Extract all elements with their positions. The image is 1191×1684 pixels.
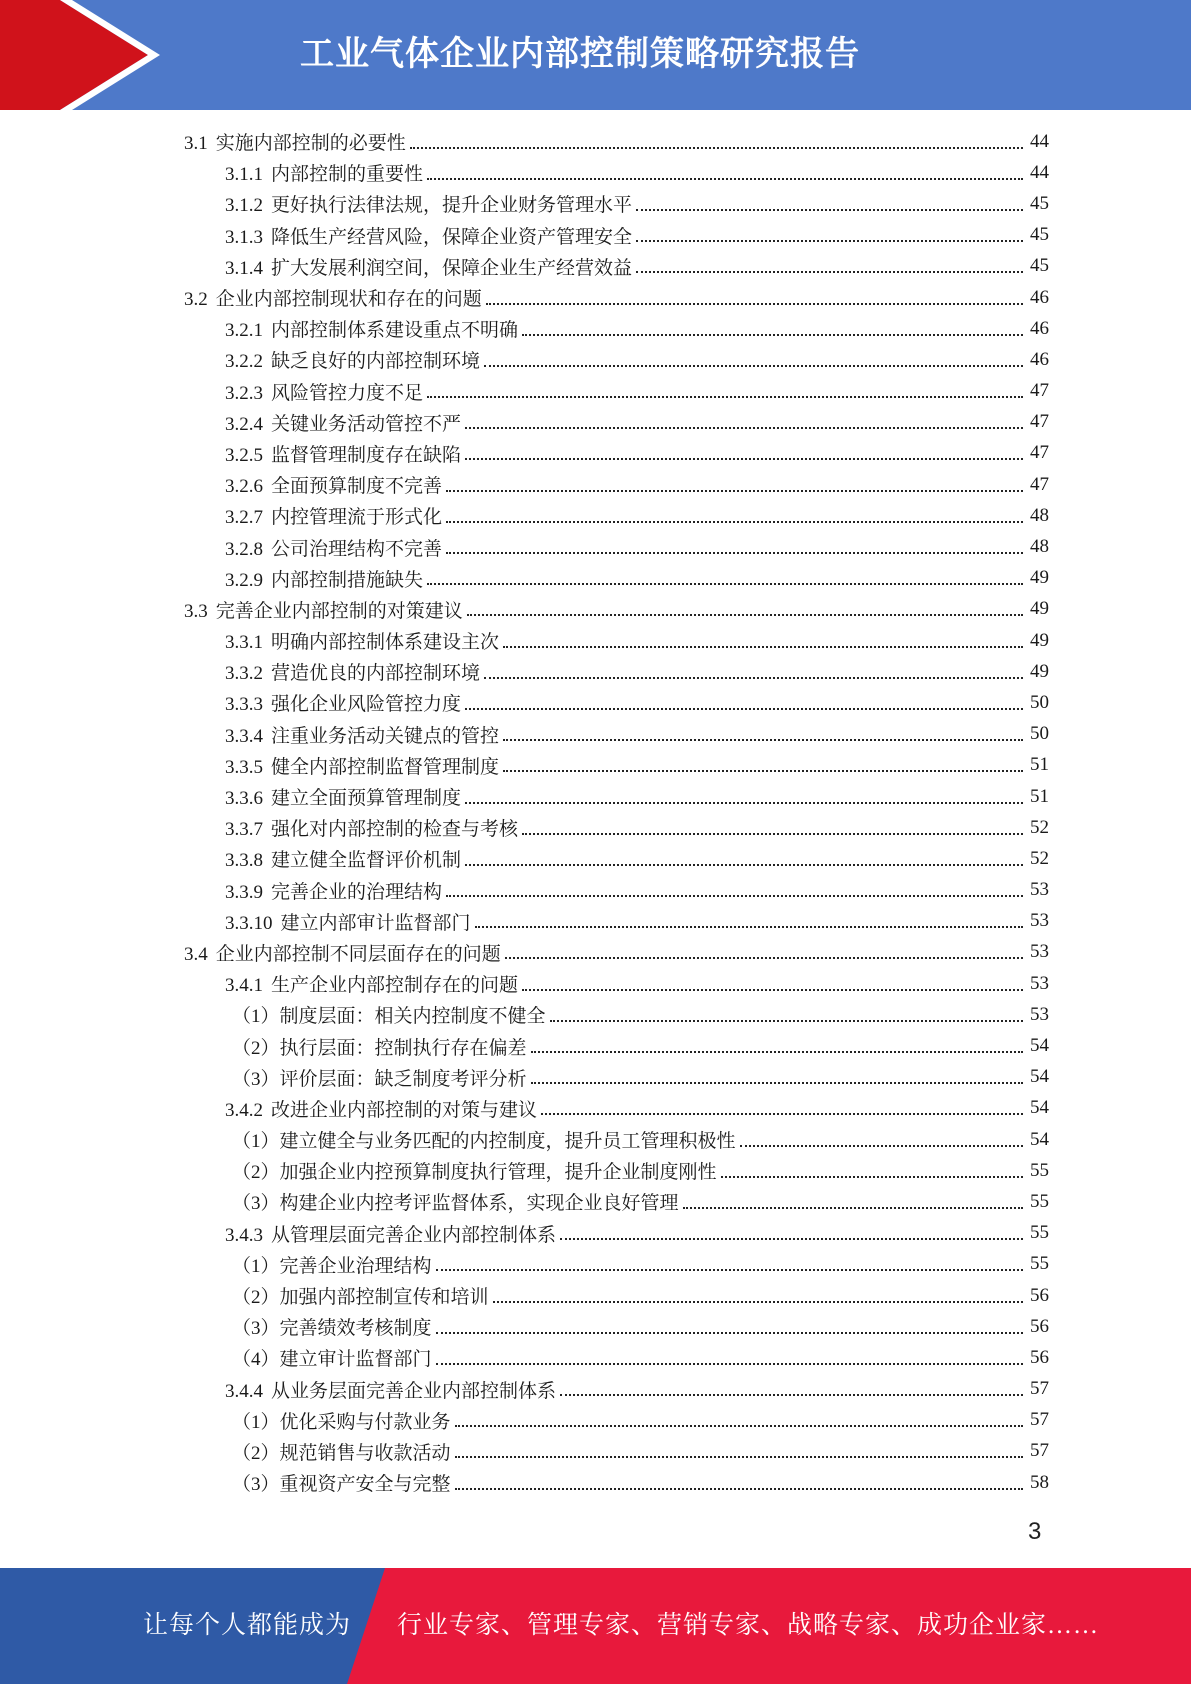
header-arrow-decoration	[0, 0, 160, 110]
toc-entry-title: 企业内部控制现状和存在的问题	[215, 289, 482, 311]
toc-entry-number: （3）	[232, 1068, 280, 1090]
toc-entry-page: 47	[1030, 380, 1049, 402]
toc-dot-leader	[683, 1207, 1023, 1209]
toc-entry-number: 3.2.4	[225, 413, 263, 435]
toc-entry-number: 3.4.4	[225, 1380, 263, 1402]
toc-entry-heading	[225, 721, 499, 748]
toc-entry-number: 3.1.3	[225, 226, 263, 248]
toc-entry[interactable]	[0, 1218, 1191, 1249]
toc-entry[interactable]	[0, 220, 1191, 251]
toc-entry-heading	[225, 814, 518, 841]
toc-entry-page: 54	[1030, 1035, 1049, 1057]
toc-entry-number: 3.3.3	[225, 694, 263, 716]
page-number: 3	[1028, 1518, 1042, 1545]
toc-entry-title: 加强内部控制宣传和培训	[279, 1287, 489, 1309]
toc-dot-leader	[410, 147, 1023, 149]
toc-entry-heading	[225, 409, 461, 436]
toc-entry-number: 3.1.2	[225, 195, 263, 217]
toc-entry-heading	[225, 689, 461, 716]
toc-entry-number: （2）	[232, 1037, 280, 1059]
toc-entry[interactable]	[0, 313, 1191, 344]
toc-entry-page: 54	[1030, 1128, 1049, 1150]
toc-entry[interactable]	[0, 968, 1191, 999]
toc-entry-page: 52	[1030, 816, 1049, 838]
toc-entry-page: 53	[1030, 941, 1049, 963]
toc-entry-heading	[225, 222, 632, 249]
toc-dot-leader	[475, 926, 1023, 928]
toc-entry-heading	[232, 1469, 451, 1496]
toc-dot-leader	[427, 396, 1023, 398]
toc-entry-number: （1）	[232, 1006, 280, 1028]
toc-entry[interactable]	[0, 1467, 1191, 1498]
toc-dot-leader	[560, 1394, 1023, 1396]
toc-dot-leader	[721, 1176, 1023, 1178]
toc-entry[interactable]	[0, 126, 1191, 157]
toc-entry-title: 评价层面：缺乏制度考评分析	[279, 1068, 527, 1090]
toc-entry-title: 健全内部控制监督管理制度	[271, 756, 500, 778]
toc-entry-number: （2）	[232, 1442, 280, 1464]
toc-entry[interactable]	[0, 500, 1191, 531]
toc-entry-heading	[225, 752, 499, 779]
toc-entry-page: 47	[1030, 473, 1049, 495]
toc-entry-number: 3.3.10	[225, 912, 273, 934]
toc-entry-title: 扩大发展利润空间，保障企业生产经营效益	[271, 257, 633, 279]
toc-entry-heading	[225, 908, 471, 935]
toc-dot-leader	[505, 957, 1023, 959]
toc-dot-leader	[436, 1269, 1023, 1271]
toc-entry-title: 构建企业内控考评监督体系，实现企业良好管理	[279, 1193, 679, 1215]
footer-slogan-left: 让每个人都能成为	[143, 1612, 352, 1639]
footer-slogan-right: 行业专家、管理专家、营销专家、战略专家、成功企业家……	[397, 1612, 1100, 1639]
toc-entry[interactable]	[0, 1186, 1191, 1217]
toc-entry-page: 51	[1030, 754, 1049, 776]
toc-entry-heading	[232, 1313, 432, 1340]
toc-dot-leader	[455, 1488, 1023, 1490]
toc-entry-heading	[225, 1220, 556, 1247]
toc-dot-leader	[484, 365, 1023, 367]
toc-entry[interactable]	[0, 407, 1191, 438]
toc-entry-heading	[225, 315, 518, 342]
toc-entry-page: 55	[1030, 1159, 1049, 1181]
toc-entry[interactable]	[0, 594, 1191, 625]
toc-entry-page: 57	[1030, 1378, 1049, 1400]
toc-entry[interactable]	[0, 531, 1191, 562]
toc-entry-heading	[232, 1126, 736, 1153]
toc-entry-heading	[232, 1407, 451, 1434]
toc-entry[interactable]	[0, 282, 1191, 313]
toc-entry-number: 3.3.5	[225, 756, 263, 778]
toc-entry[interactable]	[0, 1093, 1191, 1124]
toc-dot-leader	[465, 427, 1023, 429]
toc-entry-page: 54	[1030, 1097, 1049, 1119]
toc-entry-number: 3.3	[184, 600, 208, 622]
toc-dot-leader	[446, 490, 1023, 492]
toc-entry-heading	[184, 939, 501, 966]
toc-entry-number: 3.3.7	[225, 819, 263, 841]
toc-entry-number: （3）	[232, 1474, 280, 1496]
toc-dot-leader	[493, 1301, 1023, 1303]
toc-entry-heading	[232, 1001, 546, 1028]
toc-dot-leader	[541, 1113, 1023, 1115]
toc-entry-title: 注重业务活动关键点的管控	[271, 725, 500, 747]
toc-entry-heading	[225, 877, 442, 904]
toc-dot-leader	[522, 833, 1023, 835]
toc-entry-title: 建立全面预算管理制度	[271, 788, 462, 810]
toc-entry-page: 57	[1030, 1440, 1049, 1462]
toc-dot-leader	[465, 708, 1023, 710]
toc-entry-title: 制度层面：相关内控制度不健全	[279, 1006, 546, 1028]
toc-entry-title: 强化对内部控制的检查与考核	[271, 819, 519, 841]
toc-entry-heading	[232, 1438, 451, 1465]
toc-entry-heading	[232, 1188, 679, 1215]
toc-entry[interactable]	[0, 1249, 1191, 1280]
toc-entry-heading	[232, 1157, 717, 1184]
toc-entry-title: 全面预算制度不完善	[271, 476, 443, 498]
toc-entry[interactable]	[0, 750, 1191, 781]
toc-entry-heading	[225, 627, 499, 654]
toc-entry[interactable]	[0, 1436, 1191, 1467]
toc-entry-heading	[225, 783, 461, 810]
toc-dot-leader	[636, 271, 1023, 273]
table-of-contents	[0, 126, 1191, 1498]
toc-dot-leader	[465, 802, 1023, 804]
toc-entry[interactable]	[0, 656, 1191, 687]
toc-entry-heading	[232, 1344, 432, 1371]
toc-entry-number: （1）	[232, 1255, 280, 1277]
toc-entry-page: 51	[1030, 785, 1049, 807]
toc-entry-page: 45	[1030, 255, 1049, 277]
toc-entry-heading	[225, 378, 423, 405]
toc-entry-page: 53	[1030, 879, 1049, 901]
toc-entry-page: 50	[1030, 723, 1049, 745]
toc-entry-title: 强化企业风险管控力度	[271, 694, 462, 716]
toc-dot-leader	[484, 677, 1023, 679]
toc-entry-page: 50	[1030, 691, 1049, 713]
toc-entry-number: 3.3.4	[225, 725, 263, 747]
toc-entry-title: 规范销售与收款活动	[279, 1442, 451, 1464]
toc-entry-title: 企业内部控制不同层面存在的问题	[215, 943, 501, 965]
toc-entry-number: （3）	[232, 1318, 280, 1340]
toc-entry-number: 3.2.8	[225, 538, 263, 560]
toc-entry-heading	[225, 565, 423, 592]
toc-entry-page: 52	[1030, 847, 1049, 869]
toc-entry-heading	[225, 253, 632, 280]
toc-entry-number: 3.4.1	[225, 975, 263, 997]
toc-entry-title: 公司治理结构不完善	[271, 538, 443, 560]
toc-entry-number: 3.3.2	[225, 663, 263, 685]
toc-entry-heading	[184, 128, 406, 155]
toc-entry-title: 建立审计监督部门	[279, 1349, 432, 1371]
toc-dot-leader	[455, 1456, 1023, 1458]
toc-entry-page: 53	[1030, 972, 1049, 994]
toc-entry[interactable]	[0, 1124, 1191, 1155]
toc-dot-leader	[531, 1082, 1023, 1084]
toc-entry[interactable]	[0, 344, 1191, 375]
toc-entry-page: 46	[1030, 348, 1049, 370]
toc-entry-number: （2）	[232, 1287, 280, 1309]
toc-entry[interactable]	[0, 157, 1191, 188]
toc-entry-page: 55	[1030, 1253, 1049, 1275]
toc-entry-title: 监督管理制度存在缺陷	[271, 444, 462, 466]
document-title: 工业气体企业内部控制策略研究报告	[300, 34, 860, 74]
toc-entry-heading	[184, 284, 482, 311]
toc-entry-number: （2）	[232, 1162, 280, 1184]
toc-entry-page: 53	[1030, 910, 1049, 932]
toc-entry-title: 建立健全监督评价机制	[271, 850, 462, 872]
toc-entry-page: 46	[1030, 317, 1049, 339]
toc-entry-number: （3）	[232, 1193, 280, 1215]
toc-dot-leader	[455, 1425, 1023, 1427]
toc-entry[interactable]	[0, 438, 1191, 469]
toc-dot-leader	[560, 1238, 1023, 1240]
toc-entry-heading	[225, 190, 632, 217]
toc-entry-number: 3.2.2	[225, 351, 263, 373]
toc-dot-leader	[503, 770, 1023, 772]
toc-entry-number: 3.2.7	[225, 507, 263, 529]
toc-entry[interactable]	[0, 937, 1191, 968]
toc-entry-page: 44	[1030, 130, 1049, 152]
toc-entry-number: 3.4.2	[225, 1099, 263, 1121]
toc-entry-title: 关键业务活动管控不严	[271, 413, 462, 435]
toc-dot-leader	[503, 739, 1023, 741]
toc-dot-leader	[465, 458, 1023, 460]
toc-entry-number: 3.4.3	[225, 1224, 263, 1246]
toc-entry-heading	[225, 159, 423, 186]
toc-entry-title: 执行层面：控制执行存在偏差	[279, 1037, 527, 1059]
toc-entry[interactable]	[0, 812, 1191, 843]
toc-entry-number: 3.3.9	[225, 881, 263, 903]
toc-entry[interactable]	[0, 875, 1191, 906]
toc-entry-number: 3.3.1	[225, 632, 263, 654]
toc-entry[interactable]	[0, 687, 1191, 718]
toc-entry-title: 完善企业内部控制的对策建议	[215, 600, 463, 622]
toc-entry-number: 3.2.9	[225, 569, 263, 591]
toc-entry[interactable]	[0, 1311, 1191, 1342]
toc-dot-leader	[446, 552, 1023, 554]
toc-entry-title: 内控管理流于形式化	[271, 507, 443, 529]
toc-entry-title: 从业务层面完善企业内部控制体系	[271, 1380, 557, 1402]
toc-entry-number: 3.4	[184, 943, 208, 965]
toc-entry-title: 更好执行法律法规，提升企业财务管理水平	[271, 195, 633, 217]
toc-entry[interactable]	[0, 1280, 1191, 1311]
toc-entry-page: 53	[1030, 1003, 1049, 1025]
toc-entry-number: 3.2.3	[225, 382, 263, 404]
toc-entry-heading	[225, 845, 461, 872]
toc-entry-page: 56	[1030, 1346, 1049, 1368]
toc-entry-number: 3.3.6	[225, 788, 263, 810]
toc-dot-leader	[550, 1020, 1023, 1022]
toc-entry-page: 44	[1030, 161, 1049, 183]
toc-entry-heading	[232, 1033, 527, 1060]
toc-entry-title: 完善企业治理结构	[279, 1255, 432, 1277]
toc-dot-leader	[740, 1145, 1023, 1147]
toc-entry-page: 49	[1030, 598, 1049, 620]
toc-entry-page: 45	[1030, 224, 1049, 246]
toc-dot-leader	[446, 521, 1023, 523]
toc-entry-title: 优化采购与付款业务	[279, 1411, 451, 1433]
toc-entry-page: 57	[1030, 1409, 1049, 1431]
toc-entry-title: 实施内部控制的必要性	[215, 133, 406, 155]
toc-dot-leader	[486, 303, 1023, 305]
toc-dot-leader	[436, 1363, 1023, 1365]
toc-entry-page: 49	[1030, 567, 1049, 589]
toc-entry[interactable]	[0, 1030, 1191, 1061]
toc-entry-number: （4）	[232, 1349, 280, 1371]
toc-dot-leader	[503, 646, 1023, 648]
toc-entry[interactable]	[0, 719, 1191, 750]
header-banner	[0, 0, 1191, 110]
toc-entry-number: 3.1.4	[225, 257, 263, 279]
toc-entry[interactable]	[0, 469, 1191, 500]
toc-dot-leader	[427, 178, 1023, 180]
toc-entry-number: 3.1.1	[225, 164, 263, 186]
toc-entry-heading	[225, 534, 442, 561]
footer-banner	[0, 1568, 1191, 1684]
toc-dot-leader	[446, 895, 1023, 897]
toc-entry[interactable]	[0, 906, 1191, 937]
toc-entry-title: 明确内部控制体系建设主次	[271, 632, 500, 654]
toc-entry-page: 45	[1030, 192, 1049, 214]
toc-entry-number: （1）	[232, 1411, 280, 1433]
toc-entry[interactable]	[0, 1062, 1191, 1093]
toc-entry-number: 3.2	[184, 289, 208, 311]
toc-dot-leader	[467, 614, 1023, 616]
toc-entry-page: 49	[1030, 660, 1049, 682]
toc-entry-number: 3.2.6	[225, 476, 263, 498]
toc-entry[interactable]	[0, 843, 1191, 874]
toc-entry-page: 56	[1030, 1284, 1049, 1306]
toc-entry[interactable]	[0, 1405, 1191, 1436]
toc-entry-page: 46	[1030, 286, 1049, 308]
toc-dot-leader	[636, 209, 1023, 211]
toc-entry-heading	[225, 346, 480, 373]
toc-entry[interactable]	[0, 188, 1191, 219]
toc-entry-heading	[184, 596, 463, 623]
toc-entry-heading	[225, 1376, 556, 1403]
toc-entry-title: 内部控制体系建设重点不明确	[271, 320, 519, 342]
toc-entry-number: 3.3.8	[225, 850, 263, 872]
toc-entry-title: 缺乏良好的内部控制环境	[271, 351, 481, 373]
toc-dot-leader	[531, 1051, 1023, 1053]
toc-entry-page: 55	[1030, 1222, 1049, 1244]
toc-entry-heading	[232, 1251, 432, 1278]
toc-entry-page: 56	[1030, 1315, 1049, 1337]
toc-dot-leader	[636, 240, 1023, 242]
toc-entry[interactable]	[0, 563, 1191, 594]
toc-entry-heading	[225, 970, 518, 997]
toc-entry[interactable]	[0, 251, 1191, 282]
toc-entry-title: 完善企业的治理结构	[271, 881, 443, 903]
toc-entry-number: （1）	[232, 1131, 280, 1153]
toc-entry-title: 降低生产经营风险，保障企业资产管理安全	[271, 226, 633, 248]
toc-entry-title: 建立内部审计监督部门	[280, 912, 471, 934]
toc-entry-heading	[225, 658, 480, 685]
toc-dot-leader	[465, 864, 1023, 866]
toc-entry-title: 加强企业内控预算制度执行管理，提升企业制度刚性	[279, 1162, 717, 1184]
toc-entry-heading	[232, 1064, 527, 1091]
toc-entry-page: 48	[1030, 536, 1049, 558]
toc-dot-leader	[427, 583, 1023, 585]
toc-entry-page: 49	[1030, 629, 1049, 651]
toc-entry-title: 重视资产安全与完整	[279, 1474, 451, 1496]
toc-entry-title: 风险管控力度不足	[271, 382, 424, 404]
toc-entry-title: 从管理层面完善企业内部控制体系	[271, 1224, 557, 1246]
toc-entry[interactable]	[0, 999, 1191, 1030]
toc-entry-number: 3.1	[184, 133, 208, 155]
toc-entry-heading	[225, 1095, 537, 1122]
toc-entry-number: 3.2.1	[225, 320, 263, 342]
toc-entry[interactable]	[0, 625, 1191, 656]
toc-dot-leader	[522, 334, 1023, 336]
toc-entry[interactable]	[0, 1155, 1191, 1186]
toc-entry-page: 58	[1030, 1471, 1049, 1493]
toc-entry-heading	[225, 440, 461, 467]
toc-entry[interactable]	[0, 781, 1191, 812]
toc-dot-leader	[436, 1332, 1023, 1334]
toc-entry-title: 内部控制的重要性	[271, 164, 424, 186]
toc-entry-title: 营造优良的内部控制环境	[271, 663, 481, 685]
toc-entry-title: 改进企业内部控制的对策与建议	[271, 1099, 538, 1121]
toc-entry-page: 47	[1030, 411, 1049, 433]
toc-dot-leader	[522, 989, 1023, 991]
toc-entry-title: 生产企业内部控制存在的问题	[271, 975, 519, 997]
toc-entry[interactable]	[0, 376, 1191, 407]
toc-entry-page: 47	[1030, 442, 1049, 464]
toc-entry-heading	[225, 471, 442, 498]
toc-entry-page: 48	[1030, 504, 1049, 526]
toc-entry-title: 内部控制措施缺失	[271, 569, 424, 591]
toc-entry-page: 55	[1030, 1190, 1049, 1212]
toc-entry[interactable]	[0, 1374, 1191, 1405]
toc-entry-title: 完善绩效考核制度	[279, 1318, 432, 1340]
toc-entry-heading	[225, 502, 442, 529]
toc-entry-page: 54	[1030, 1066, 1049, 1088]
toc-entry-number: 3.2.5	[225, 444, 263, 466]
toc-entry[interactable]	[0, 1342, 1191, 1373]
toc-entry-title: 建立健全与业务匹配的内控制度，提升员工管理积极性	[279, 1131, 736, 1153]
toc-entry-heading	[232, 1282, 489, 1309]
